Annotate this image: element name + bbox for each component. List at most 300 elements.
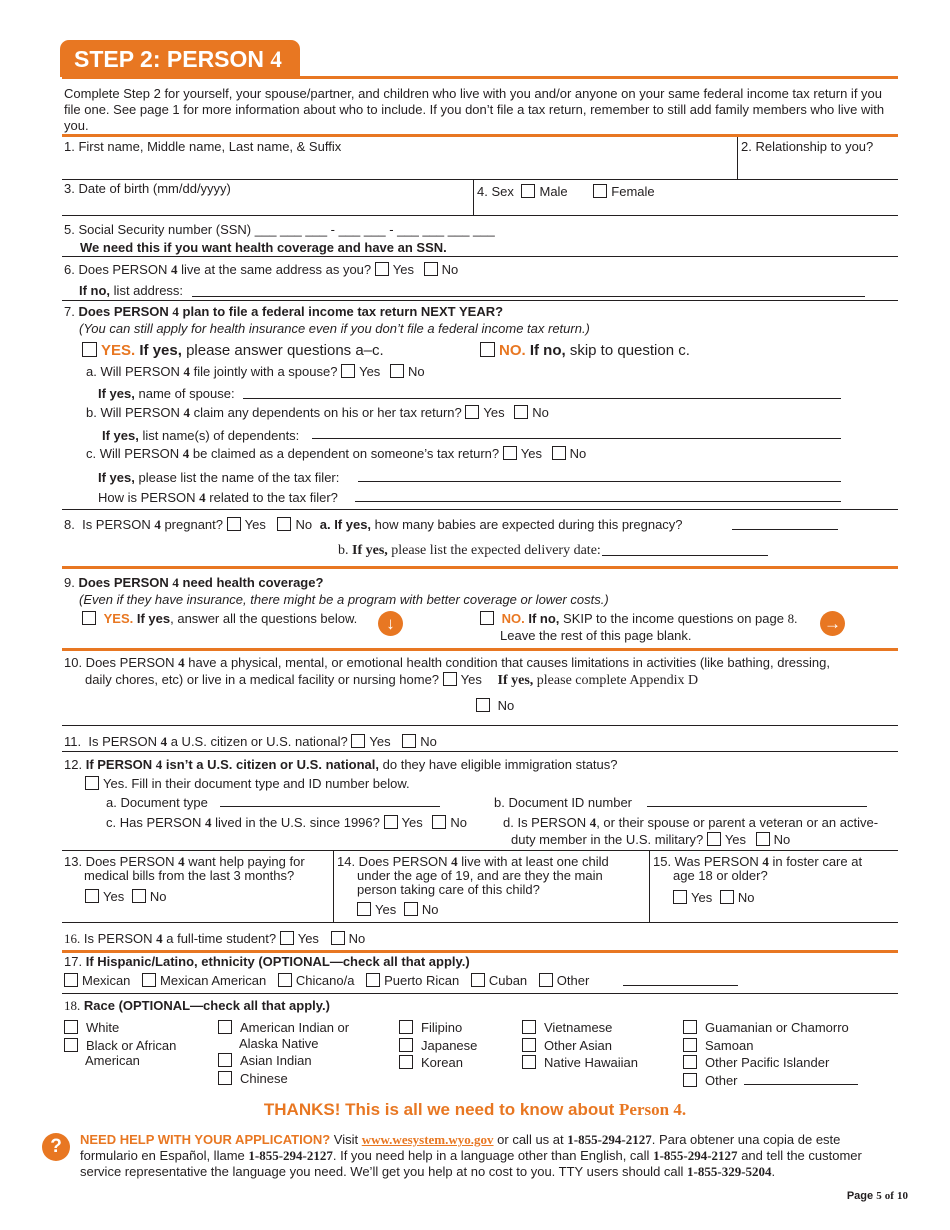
race-vietnamese	[522, 1020, 612, 1035]
other-ethnicity-label: Other	[556, 973, 590, 988]
person-number: 4	[178, 655, 185, 670]
yes-label: Yes	[691, 890, 713, 905]
divider	[62, 566, 898, 569]
if-yes-label: If yes,	[497, 673, 534, 688]
vietnamese-checkbox[interactable]	[522, 1020, 536, 1034]
if-yes-label: If yes,	[102, 428, 139, 443]
website-link[interactable]: www.wesystem.wyo.gov	[361, 1132, 494, 1147]
q9-num: 9.	[64, 575, 75, 590]
asian-indian-label: Asian Indian	[240, 1053, 312, 1068]
divider	[62, 922, 898, 923]
tty-number: 1-855-329-5204	[687, 1164, 772, 1179]
phone-number: 1-855-294-2127	[248, 1148, 333, 1163]
yes-label: Yes	[297, 931, 319, 946]
q13-text	[64, 855, 305, 883]
no-label: No	[737, 890, 755, 905]
phone-number: 1-855-294-2127	[567, 1132, 652, 1147]
q8-text-a: Is PERSON	[82, 517, 151, 532]
yes-label: Yes	[520, 446, 542, 461]
no-label: No	[497, 698, 515, 713]
dependents-field[interactable]	[312, 438, 841, 439]
no-word: NO.	[501, 611, 525, 626]
q12c-no-checkbox[interactable]	[432, 815, 446, 829]
q7a-row	[86, 364, 425, 380]
q8-num: 8.	[64, 517, 75, 532]
q7b-dependents-row	[102, 428, 299, 443]
tax-filer-label: please list the name of the tax filer:	[138, 470, 340, 485]
black-checkbox[interactable]	[64, 1038, 78, 1052]
help-visit: Visit	[333, 1132, 359, 1147]
q14-text	[337, 855, 609, 897]
other-pi-checkbox[interactable]	[683, 1055, 697, 1069]
header-rule	[62, 76, 898, 79]
q7-num: 7.	[64, 304, 75, 319]
divider	[62, 648, 898, 651]
samoan-label: Samoan	[705, 1038, 754, 1053]
q6-text-b: live at the same address as you?	[181, 262, 372, 277]
q12d-yes-checkbox[interactable]	[707, 832, 721, 846]
person-number: 4	[155, 757, 163, 772]
race-asian-indian	[218, 1053, 312, 1068]
appendix-d-text: please complete Appendix D	[536, 673, 699, 688]
no-label: No	[420, 734, 437, 749]
page-of: of	[884, 1190, 894, 1202]
q7-yes-row	[82, 342, 384, 359]
q10-text-a: 10. Does PERSON	[64, 655, 175, 670]
q12d-text-b: , or their spouse or parent a veteran or an active-	[596, 815, 879, 830]
divider	[737, 137, 738, 179]
person-number: 4	[154, 517, 161, 532]
person-number: 4	[172, 575, 179, 590]
white-checkbox[interactable]	[64, 1020, 78, 1034]
q10-no-checkbox[interactable]	[476, 698, 490, 712]
if-no-label: If no,	[79, 283, 111, 298]
q6-no-checkbox[interactable]	[424, 262, 438, 276]
q9-title-a: Does PERSON	[78, 575, 169, 590]
mexican-american-label: Mexican American	[160, 973, 267, 988]
doc-type-field[interactable]	[220, 806, 440, 807]
race-japanese	[399, 1038, 477, 1053]
page-current: 5	[876, 1190, 882, 1202]
divider	[62, 993, 898, 994]
q7c-yes-checkbox[interactable]	[503, 446, 517, 460]
other-asian-checkbox[interactable]	[522, 1038, 536, 1052]
person-number: 4	[589, 815, 597, 830]
person-number: 4	[156, 931, 163, 946]
ai-label-1: American Indian or	[240, 1020, 350, 1035]
race-other	[683, 1073, 738, 1088]
page-label: Page	[846, 1190, 874, 1202]
black-label-1: Black or African	[86, 1038, 177, 1053]
no-label: No	[407, 364, 425, 379]
q10-no-row	[476, 698, 514, 713]
divider	[62, 850, 898, 851]
q7-note: (You can still apply for health insurance even if you don’t file a federal income tax return.)	[79, 321, 590, 336]
q18-title-text: Race (OPTIONAL—check all that apply.)	[83, 998, 330, 1013]
q9-no-text: SKIP to the income questions on page	[563, 611, 784, 626]
japanese-checkbox[interactable]	[399, 1038, 413, 1052]
race-other-asian	[522, 1038, 612, 1053]
q6-row	[64, 262, 458, 278]
if-yes-label: If yes,	[352, 543, 388, 558]
korean-label: Korean	[421, 1055, 463, 1070]
q7-yes-checkbox[interactable]	[82, 342, 97, 357]
yes-word: YES.	[101, 342, 136, 359]
mexican-checkbox[interactable]	[64, 973, 78, 987]
vietnamese-label: Vietnamese	[544, 1020, 613, 1035]
divider	[62, 300, 898, 301]
q12d-line2-text: duty member in the U.S. military?	[511, 832, 704, 847]
q16-no-checkbox[interactable]	[331, 931, 345, 945]
q12-yes-row	[85, 776, 410, 791]
q7c-row	[86, 446, 586, 462]
tax-filer-field[interactable]	[358, 481, 841, 482]
q8b-text: please list the expected delivery date:	[391, 543, 601, 558]
q16-row	[64, 931, 365, 947]
q12-rest: do they have eligible immigration status?	[382, 757, 618, 772]
filipino-label: Filipino	[421, 1020, 463, 1035]
q5-label: 5. Social Security number (SSN)	[64, 222, 252, 237]
q7-no-row	[480, 342, 690, 359]
doc-type-label: a. Document type	[106, 795, 208, 810]
if-no-label: If no,	[529, 342, 566, 359]
american-indian-checkbox[interactable]	[218, 1020, 232, 1034]
divider	[62, 179, 898, 180]
q10-line2	[85, 672, 698, 689]
q15-yes-checkbox[interactable]	[673, 890, 687, 904]
q7b-no-checkbox[interactable]	[514, 405, 528, 419]
q12-num: 12.	[64, 757, 83, 772]
step-header	[60, 40, 300, 77]
name-field[interactable]	[62, 137, 737, 177]
person-number: 4	[160, 734, 168, 749]
person-number: 4	[762, 854, 769, 869]
chicano-checkbox[interactable]	[278, 973, 292, 987]
q4-label: 4. Sex	[477, 184, 514, 199]
yes-word: YES.	[103, 611, 134, 626]
babies-field[interactable]	[732, 529, 838, 530]
q7-yes-text: please answer questions a–c.	[186, 342, 384, 359]
divider	[649, 850, 650, 922]
q9-no-row	[480, 611, 797, 627]
q16-yes-checkbox[interactable]	[280, 931, 294, 945]
divider	[62, 256, 898, 257]
address-field[interactable]	[192, 296, 865, 297]
other-race-label: Other	[705, 1073, 738, 1088]
race-chinese	[218, 1071, 288, 1086]
race-filipino	[399, 1020, 462, 1035]
q8-no-checkbox[interactable]	[277, 517, 291, 531]
q8b-label: b.	[338, 543, 349, 558]
q11-row	[64, 734, 437, 750]
q6-address-label	[79, 283, 183, 298]
q15-options	[673, 890, 754, 905]
q10-line1	[64, 655, 830, 671]
native-hawaiian-label: Native Hawaiian	[544, 1055, 638, 1070]
q7-title-b: plan to file a federal income tax return NEXT YEAR?	[182, 304, 504, 319]
person-number: 4	[170, 262, 178, 277]
q7-no-checkbox[interactable]	[480, 342, 495, 357]
if-yes-label: If yes,	[98, 470, 135, 485]
q4-row	[477, 184, 655, 199]
if-no-label: If no,	[528, 611, 560, 626]
sex-female-checkbox[interactable]	[593, 184, 607, 198]
q12d-no-checkbox[interactable]	[756, 832, 770, 846]
q11-yes-checkbox[interactable]	[351, 734, 365, 748]
q7b-text-b: claim any dependents on his or her tax return?	[193, 405, 462, 420]
q15-text	[653, 855, 862, 883]
no-label: No	[149, 889, 167, 904]
q14-l2: under the age of 19, and are they the main	[357, 868, 603, 883]
thanks-text: THANKS! This is all we need to know about	[263, 1100, 615, 1119]
help-end: .	[771, 1164, 776, 1179]
if-yes-label: If yes,	[98, 386, 135, 401]
puerto-rican-label: Puerto Rican	[384, 973, 460, 988]
q11-text-a: Is PERSON	[88, 734, 157, 749]
person-number: 4	[270, 47, 282, 72]
yes-label: Yes	[369, 734, 391, 749]
q14-l1a: 14. Does PERSON	[337, 854, 448, 869]
q6-num: 6.	[64, 262, 75, 277]
filipino-checkbox[interactable]	[399, 1020, 413, 1034]
q14-no-checkbox[interactable]	[404, 902, 418, 916]
q13-options	[85, 889, 166, 904]
q7c-text-a: c. Will PERSON	[86, 446, 180, 461]
asian-indian-checkbox[interactable]	[218, 1053, 232, 1067]
help-language: . If you need help in a language other than English, call	[332, 1148, 650, 1163]
help-title: NEED HELP WITH YOUR APPLICATION?	[80, 1132, 331, 1147]
male-label: Male	[539, 184, 568, 199]
person-number: 4	[172, 304, 179, 319]
race-black	[64, 1038, 176, 1053]
help-spanish: . Para obtener una copia de este formulario en Español, llame	[80, 1132, 841, 1163]
doc-id-label: b. Document ID number	[494, 795, 633, 810]
intro-text: Complete Step 2 for yourself, your spouse/partner, and children who live with you and/or anyone on your same federal income tax return if you file one. See page 1 for more information about who to include. If you don’t file a tax return, remember to still add family members who live with you.	[64, 86, 885, 133]
no-label: No	[421, 902, 439, 917]
q6-yes-checkbox[interactable]	[375, 262, 389, 276]
q8-yes-checkbox[interactable]	[227, 517, 241, 531]
step-title: STEP 2: PERSON	[74, 46, 265, 72]
thanks-person: Person 4.	[619, 1100, 687, 1119]
q7c-filer-row	[98, 470, 339, 485]
cuban-label: Cuban	[488, 973, 528, 988]
thanks-message	[0, 1100, 950, 1120]
q7-title	[64, 304, 503, 320]
spouse-name-label: name of spouse:	[138, 386, 235, 401]
other-ethnicity-checkbox[interactable]	[539, 973, 553, 987]
race-korean	[399, 1055, 463, 1070]
korean-checkbox[interactable]	[399, 1055, 413, 1069]
chinese-checkbox[interactable]	[218, 1071, 232, 1085]
q7b-yes-checkbox[interactable]	[465, 405, 479, 419]
race-guamanian	[683, 1020, 849, 1035]
japanese-label: Japanese	[421, 1038, 478, 1053]
other-ethnicity-field[interactable]	[623, 985, 738, 986]
help-text	[80, 1132, 898, 1180]
divider	[62, 215, 898, 216]
q12-row	[64, 757, 618, 773]
divider	[473, 179, 474, 215]
yes-label: Yes	[460, 672, 482, 687]
q9-yes-text: , answer all the questions below.	[170, 611, 358, 626]
q7a-no-checkbox[interactable]	[390, 364, 404, 378]
person-number: 4	[183, 405, 191, 420]
q14-l3: person taking care of this child?	[357, 882, 540, 897]
help-icon: ?	[42, 1133, 70, 1161]
q7b-row	[86, 405, 549, 421]
q10-line2-text: daily chores, etc) or live in a medical facility or nursing home?	[85, 672, 440, 687]
yes-label: Yes	[244, 517, 266, 532]
relationship-field[interactable]	[739, 157, 897, 179]
q7c-text-b: be claimed as a dependent on someone’s tax return?	[192, 446, 500, 461]
if-yes-label: a. If yes,	[319, 517, 372, 532]
divider	[333, 850, 334, 922]
relation-text-a: How is PERSON	[98, 490, 196, 505]
race-white	[64, 1020, 119, 1035]
divider	[62, 751, 898, 752]
delivery-date-field[interactable]	[602, 555, 768, 556]
q13-no-checkbox[interactable]	[132, 889, 146, 903]
person-number: 4	[204, 815, 212, 830]
other-race-checkbox[interactable]	[683, 1073, 697, 1087]
no-label: No	[532, 405, 549, 420]
puerto-rican-checkbox[interactable]	[366, 973, 380, 987]
no-label: No	[441, 262, 459, 277]
q13-yes-checkbox[interactable]	[85, 889, 99, 903]
q11-no-checkbox[interactable]	[402, 734, 416, 748]
q7a-text-a: a. Will PERSON	[86, 364, 180, 379]
q12c-text-b: lived in the U.S. since 1996?	[215, 815, 380, 830]
person-number: 4	[178, 854, 185, 869]
no-word: NO.	[499, 342, 526, 359]
q7c-relation-row	[98, 490, 338, 506]
q10-yes-checkbox[interactable]	[443, 672, 457, 686]
other-pi-label: Other Pacific Islander	[705, 1055, 830, 1070]
q15-no-checkbox[interactable]	[720, 890, 734, 904]
race-samoan	[683, 1038, 753, 1053]
q9-title	[64, 575, 323, 591]
no-label: No	[569, 446, 587, 461]
q9-no-checkbox[interactable]	[480, 611, 494, 625]
q17-title	[64, 954, 470, 969]
doc-id-field[interactable]	[647, 806, 867, 807]
q9-no-line2: Leave the rest of this page blank.	[500, 628, 692, 643]
if-yes-label: If yes,	[139, 342, 182, 359]
dob-field[interactable]	[62, 198, 470, 216]
no-label: No	[295, 517, 313, 532]
spouse-name-field[interactable]	[243, 398, 841, 399]
chinese-label: Chinese	[240, 1071, 288, 1086]
q17-title-text: If Hispanic/Latino, ethnicity (OPTIONAL—check all that apply.)	[85, 954, 470, 969]
q5-note: We need this if you want health coverage and have an SSN.	[80, 240, 447, 255]
guamanian-checkbox[interactable]	[683, 1020, 697, 1034]
q11-text-b: a U.S. citizen or U.S. national?	[170, 734, 348, 749]
q18-num: 18.	[64, 998, 81, 1013]
yes-label: Yes	[724, 832, 747, 847]
q8-text-b: pregnant?	[164, 517, 224, 532]
q12c-text-a: c. Has PERSON	[106, 815, 202, 830]
q6-text-a: Does PERSON	[78, 262, 168, 277]
q14-l1b: live with at least one child	[461, 854, 609, 869]
yes-label: Yes	[103, 889, 125, 904]
race-other-pi	[683, 1055, 829, 1070]
black-label-2: American	[85, 1053, 140, 1068]
cuban-checkbox[interactable]	[471, 973, 485, 987]
mexican-american-checkbox[interactable]	[142, 973, 156, 987]
page-total: 10	[897, 1190, 908, 1202]
q12d-text-a: d. Is PERSON	[503, 815, 587, 830]
relation-text-b: related to the tax filer?	[209, 490, 338, 505]
q9-yes-checkbox[interactable]	[82, 611, 96, 625]
q8a-text: how many babies are expected during this pregnacy?	[374, 517, 683, 532]
yes-label: Yes	[392, 262, 414, 277]
native-hawaiian-checkbox[interactable]	[522, 1055, 536, 1069]
help-call: or call us at	[497, 1132, 564, 1147]
if-yes-label: If yes	[136, 611, 171, 626]
tax-filer-relation-field[interactable]	[355, 501, 841, 502]
yes-label: Yes	[375, 902, 397, 917]
q12c-row	[106, 815, 467, 831]
list-address-label: list address:	[113, 283, 184, 298]
samoan-checkbox[interactable]	[683, 1038, 697, 1052]
person-number: 4	[183, 364, 191, 379]
q7a-yes-checkbox[interactable]	[341, 364, 355, 378]
q14-options	[357, 902, 438, 917]
mexican-label: Mexican	[82, 973, 131, 988]
phone-number: 1-855-294-2127	[653, 1148, 738, 1163]
q14-yes-checkbox[interactable]	[357, 902, 371, 916]
q12d-row	[503, 815, 878, 831]
q9-title-b: need health coverage?	[182, 575, 324, 590]
q9-page: 8.	[787, 611, 798, 626]
yes-label: Yes	[483, 405, 505, 420]
q13-l1b: want help paying for	[188, 854, 305, 869]
arrow-down-icon: ↓	[378, 611, 403, 636]
divider	[62, 950, 898, 953]
q7a-text-b: file jointly with a spouse?	[193, 364, 338, 379]
q12c-yes-checkbox[interactable]	[384, 815, 398, 829]
q12-bold-b: isn’t a U.S. citizen or U.S. national,	[165, 757, 380, 772]
q13-l1a: 13. Does PERSON	[64, 854, 175, 869]
q7-no-text: skip to question c.	[569, 342, 690, 359]
other-asian-label: Other Asian	[544, 1038, 612, 1053]
person-number: 4	[451, 854, 458, 869]
q15-l2: age 18 or older?	[673, 868, 768, 883]
arrow-right-icon: →	[820, 611, 845, 636]
other-race-field[interactable]	[744, 1084, 858, 1085]
q8b-row	[338, 543, 601, 559]
guamanian-label: Guamanian or Chamorro	[705, 1020, 849, 1035]
q13-l2: medical bills from the last 3 months?	[84, 868, 295, 883]
q12d-line2	[511, 832, 790, 847]
q16-text-a: Is PERSON	[83, 931, 153, 946]
ai-label-2: Alaska Native	[239, 1036, 319, 1051]
q12-yes-checkbox[interactable]	[85, 776, 99, 790]
q18-title	[64, 998, 330, 1014]
chicano-label: Chicano/a	[295, 973, 355, 988]
ssn-field[interactable]: ___ ___ ___ - ___ ___ - ___ ___ ___ ___	[254, 222, 495, 237]
no-label: No	[348, 931, 366, 946]
q7c-no-checkbox[interactable]	[552, 446, 566, 460]
no-label: No	[450, 815, 467, 830]
q5-row	[64, 222, 495, 237]
sex-male-checkbox[interactable]	[521, 184, 535, 198]
yes-label: Yes	[401, 815, 423, 830]
q1-label: 1. First name, Middle name, Last name, & Suffix	[64, 139, 342, 154]
page-number	[847, 1190, 908, 1202]
dependents-label: list name(s) of dependents:	[142, 428, 300, 443]
q11-num: 11.	[64, 734, 82, 749]
